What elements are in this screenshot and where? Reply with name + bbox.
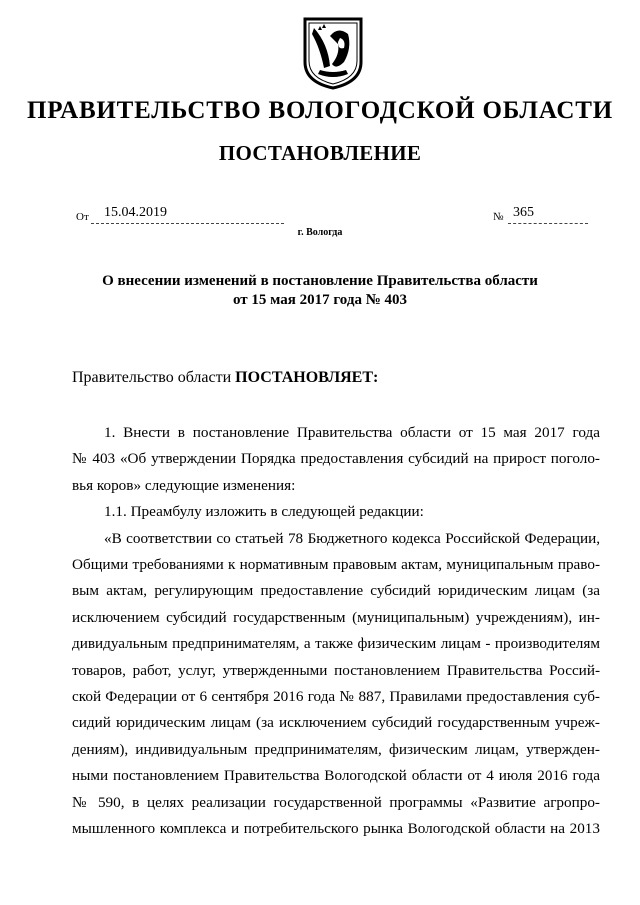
- number-underline: [508, 223, 588, 224]
- intro-emphasis: ПОСТАНОВЛЯЕТ:: [235, 369, 379, 386]
- body-line: «В соответствии со статьей 78 Бюджетного кодекса Российской Федерации,: [104, 529, 600, 547]
- date-underline: [91, 223, 284, 224]
- body-line: ской Федерации от 6 сентября 2016 года № 887, Правилами предоставления суб-: [72, 688, 600, 706]
- body-line: сидий юридическим лицам (за исключением субсидий государственным учреж-: [72, 714, 600, 732]
- subject-line-1: О внесении изменений в постановление Правительства области: [102, 273, 538, 289]
- body-line: дивидуальным предпринимателям, а также физическим лицам - производителям: [72, 635, 600, 653]
- date-field: [76, 203, 216, 225]
- body-line: Общими требованиями к нормативным правовым актам, муниципальным право-: [72, 556, 600, 574]
- body-line: товаров, работ, услуг, утвержденными постановлением Правительства Россий-: [72, 661, 600, 679]
- body-line: ными постановлением Правительства Вологодской области от 4 июля 2016 года: [72, 767, 600, 785]
- date-label: От: [76, 211, 89, 223]
- intro-text: Правительство области: [72, 369, 236, 386]
- number-field: [493, 203, 603, 225]
- body-line: № 590, в целях реализации государственной программы «Развитие агропро-: [72, 793, 600, 811]
- government-title: ПРАВИТЕЛЬСТВО ВОЛОГОДСКОЙ ОБЛАСТИ: [26, 97, 614, 124]
- number-value: 365: [513, 205, 534, 220]
- date-value: 15.04.2019: [104, 205, 167, 220]
- body-line: мышленного комплекса и потребительского рынка Вологодской области на 2013: [72, 820, 600, 838]
- subject-line-2: от 15 мая 2017 года № 403: [232, 292, 408, 308]
- city-label: г. Вологда: [297, 227, 343, 238]
- resolution-intro: [72, 369, 378, 387]
- document-type: ПОСТАНОВЛЕНИЕ: [218, 141, 422, 165]
- number-label: №: [493, 211, 504, 223]
- document-subject: [80, 272, 560, 310]
- coat-of-arms-emblem: [300, 14, 366, 90]
- body-line: 1. Внести в постановление Правительства области от 15 мая 2017 года: [104, 424, 600, 441]
- body-line: исключением субсидий государственным (муниципальным) учреждениям), ин-: [72, 608, 600, 626]
- body-line: 1.1. Преамбулу изложить в следующей редакции:: [104, 503, 424, 521]
- body-line: дениям), индивидуальным предпринимателям, физическим лицам, утвержден-: [72, 740, 600, 758]
- document-body: [72, 420, 600, 843]
- body-line: № 403 «Об утверждении Порядка предоставления субсидий на прирост поголо-: [72, 450, 600, 468]
- body-line: вья коров» следующие изменения:: [72, 476, 296, 494]
- body-line: вым актам, регулирующим предоставление субсидий юридическим лицам (за: [72, 582, 600, 600]
